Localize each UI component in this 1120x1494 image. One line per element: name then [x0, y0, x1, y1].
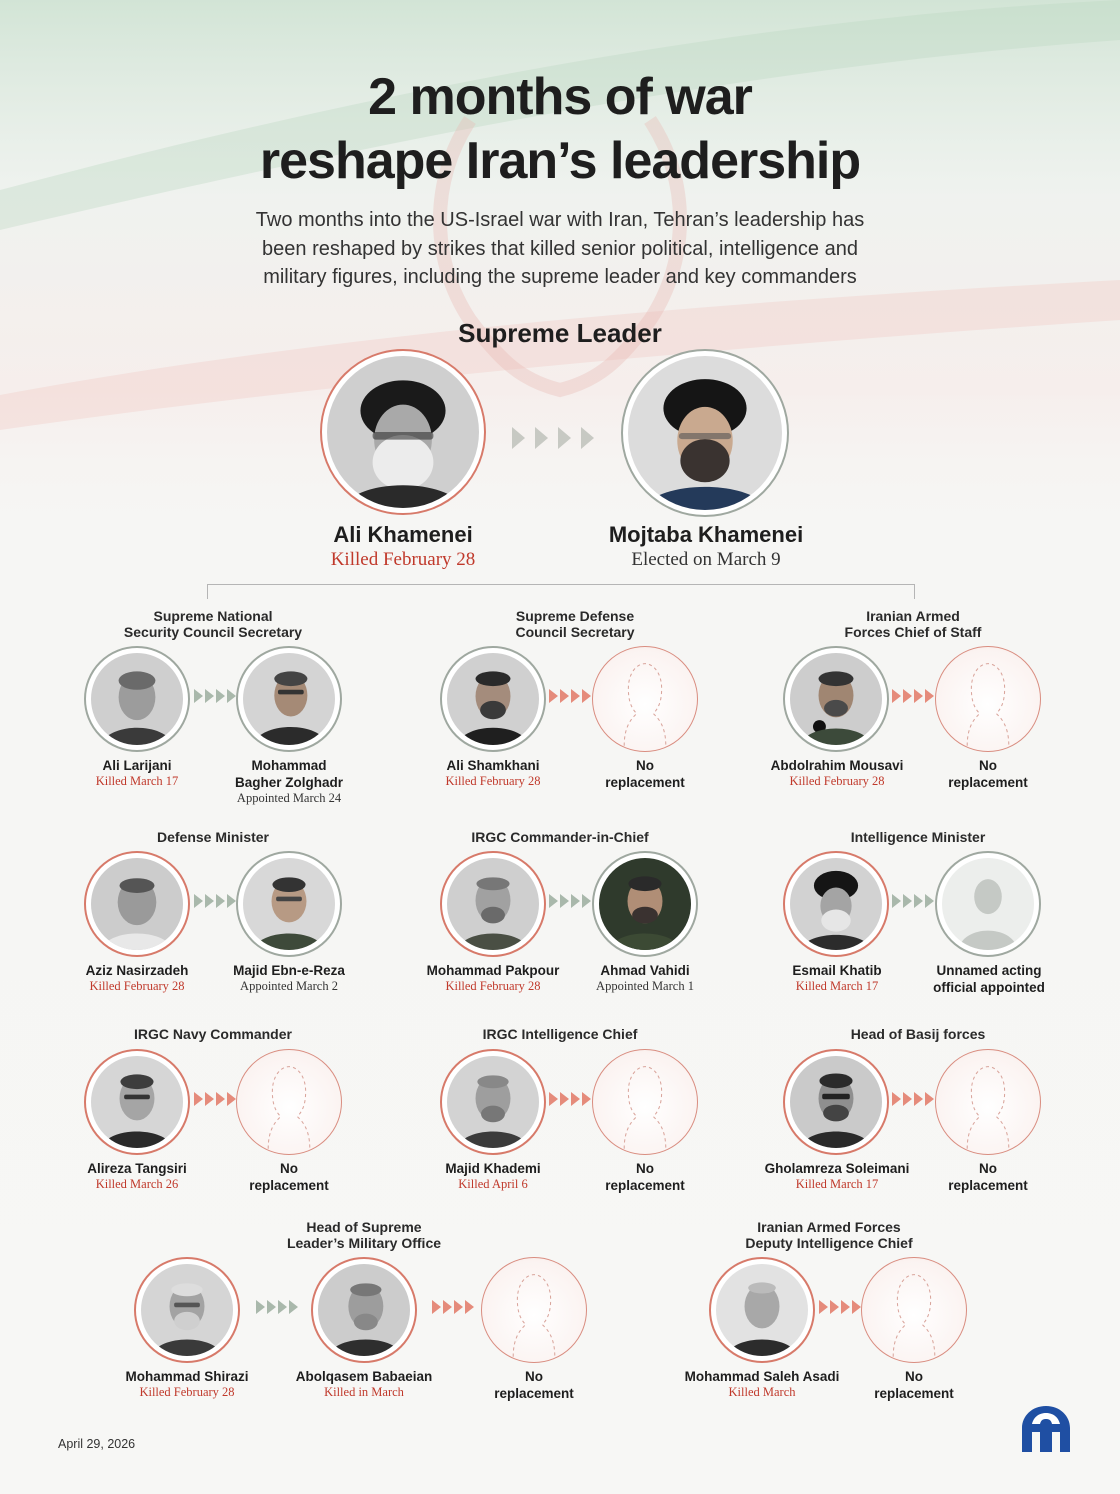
- unnamed-official-silhouette: [935, 851, 1041, 957]
- text-line: No: [979, 758, 997, 773]
- subtitle-line-1: Two months into the US-Israel war with Iran, Tehran’s leadership has: [255, 209, 865, 231]
- portrait-photo: [318, 1264, 410, 1356]
- person-zolghadr: [214, 757, 364, 806]
- person-name: Alireza Tangsiri: [87, 1161, 187, 1176]
- majid-khademi-portrait: [440, 1049, 546, 1155]
- person-status: Killed March 17: [795, 1177, 879, 1191]
- portrait-photo: [91, 858, 183, 950]
- ahmad-vahidi-portrait: [592, 851, 698, 957]
- mohammad-shirazi-portrait: [134, 1257, 240, 1363]
- person-status: Killed March: [728, 1385, 796, 1399]
- role-line: Security Council Secretary: [123, 624, 303, 640]
- person-esmail-khatib: [760, 962, 914, 994]
- mohammad-saleh-asadi-portrait: [709, 1257, 815, 1363]
- role-title: [813, 608, 1013, 640]
- person-name: Ali Shamkhani: [446, 758, 540, 773]
- text-line: replacement: [605, 775, 685, 790]
- vacant-silhouette: [935, 646, 1041, 752]
- succession-arrows: [549, 1092, 591, 1106]
- person-name: Ahmad Vahidi: [600, 963, 690, 978]
- portrait-photo: [141, 1264, 233, 1356]
- no-replacement-label: [474, 1368, 594, 1402]
- text-line: No: [636, 758, 654, 773]
- succession-arrows: [512, 427, 602, 449]
- portrait-photo: [91, 653, 183, 745]
- role-line: Leader’s Military Office: [286, 1235, 442, 1251]
- vacant-silhouette: [592, 1049, 698, 1155]
- text-line: No: [525, 1369, 543, 1384]
- person-name: Majid Ebn-e-Reza: [233, 963, 345, 978]
- person-name: Mohammad Shirazi: [125, 1369, 249, 1384]
- portrait-photo: [243, 858, 335, 950]
- succession-arrows: [892, 894, 934, 908]
- person-name: Majid Khademi: [445, 1161, 541, 1176]
- person-ali-shamkhani: [419, 757, 567, 789]
- text-line: No: [905, 1369, 923, 1384]
- role-title: Intelligence Minister: [850, 829, 986, 845]
- person-status: Killed February 28: [789, 774, 885, 788]
- role-title: [264, 1219, 464, 1251]
- succession-arrows: [256, 1300, 298, 1314]
- portrait-photo: [942, 858, 1034, 950]
- gholamreza-soleimani-portrait: [783, 1049, 889, 1155]
- no-replacement-label: [585, 757, 705, 791]
- vacant-silhouette: [935, 1049, 1041, 1155]
- portrait-photo: [447, 1056, 539, 1148]
- role-line: Iranian Armed: [866, 608, 960, 624]
- person-ali-larijani: [66, 757, 208, 789]
- role-title: Head of Basij forces: [850, 1026, 986, 1042]
- no-replacement-label: [854, 1368, 974, 1402]
- person-status: Appointed March 1: [596, 979, 694, 993]
- portrait-photo: [716, 1264, 808, 1356]
- zolghadr-portrait: [236, 646, 342, 752]
- person-mohammad-saleh-asadi: [677, 1368, 847, 1400]
- ali-khamenei-status: Killed February 28: [330, 549, 476, 570]
- person-mohammad-shirazi: [107, 1368, 267, 1400]
- person-status: Appointed March 2: [240, 979, 338, 993]
- abdolrahim-mousavi-portrait: [783, 646, 889, 752]
- role-line: Supreme Defense: [515, 608, 635, 624]
- succession-arrows: [194, 1092, 236, 1106]
- role-line: Iranian Armed Forces: [757, 1219, 901, 1235]
- person-name: Mohammad Pakpour: [426, 963, 560, 978]
- unnamed-acting-label: [912, 962, 1066, 996]
- portrait-photo: [790, 858, 882, 950]
- text-line: replacement: [948, 775, 1028, 790]
- aa-logo-icon: [1018, 1404, 1074, 1454]
- page-title-line-1: 2 months of war: [368, 68, 752, 126]
- person-name: Abdolrahim Mousavi: [770, 758, 904, 773]
- person-name: Aziz Nasirzadeh: [85, 963, 189, 978]
- person-status: Appointed March 24: [236, 791, 342, 805]
- portrait-photo: [599, 858, 691, 950]
- role-line: Forces Chief of Staff: [844, 624, 982, 640]
- portrait-photo: [243, 653, 335, 745]
- portrait-photo: [447, 653, 539, 745]
- person-gholamreza-soleimani: [754, 1160, 920, 1192]
- text-line: No: [280, 1161, 298, 1176]
- hierarchy-bracket: [207, 584, 915, 599]
- ali-khamenei-portrait: [320, 349, 486, 515]
- mojtaba-khamenei-portrait: [621, 349, 789, 517]
- text-line: No: [979, 1161, 997, 1176]
- role-line: Supreme National: [153, 608, 273, 624]
- vacant-silhouette: [861, 1257, 967, 1363]
- succession-arrows: [819, 1300, 861, 1314]
- mojtaba-khamenei-status: Elected on March 9: [631, 549, 781, 570]
- role-title: [475, 608, 675, 640]
- role-line: Head of Supreme: [306, 1219, 422, 1235]
- person-abdolrahim-mousavi: [756, 757, 918, 789]
- ali-khamenei-name: Ali Khamenei: [333, 522, 473, 547]
- portrait-photo: [790, 653, 882, 745]
- alireza-tangsiri-portrait: [84, 1049, 190, 1155]
- role-title: [709, 1219, 949, 1251]
- succession-arrows: [549, 894, 591, 908]
- role-title: IRGC Intelligence Chief: [482, 1026, 638, 1042]
- text-line: replacement: [874, 1386, 954, 1401]
- person-name: Abolqasem Babaeian: [295, 1369, 433, 1384]
- portrait-photo: [790, 1056, 882, 1148]
- succession-arrows: [549, 689, 591, 703]
- no-replacement-label: [229, 1160, 349, 1194]
- person-status: Killed March 17: [95, 774, 179, 788]
- person-status: Killed February 28: [139, 1385, 235, 1399]
- role-line: Deputy Intelligence Chief: [745, 1235, 913, 1251]
- vacant-silhouette: [592, 646, 698, 752]
- person-aziz-nasirzadeh: [62, 962, 212, 994]
- person-status: Killed February 28: [89, 979, 185, 993]
- person-name: Mohammad Saleh Asadi: [684, 1369, 840, 1384]
- succession-arrows: [432, 1300, 474, 1314]
- person-name: Gholamreza Soleimani: [764, 1161, 910, 1176]
- portrait-photo: [327, 356, 479, 508]
- ali-shamkhani-portrait: [440, 646, 546, 752]
- majid-ebn-e-reza-portrait: [236, 851, 342, 957]
- abolqasem-babaeian-portrait: [311, 1257, 417, 1363]
- subtitle-line-2: been reshaped by strikes that killed senior political, intelligence and: [262, 237, 858, 260]
- person-mohammad-pakpour: [418, 962, 568, 994]
- text-line: replacement: [605, 1178, 685, 1193]
- person-status: Killed March 26: [95, 1177, 179, 1191]
- role-title: [113, 608, 313, 640]
- text-line: replacement: [249, 1178, 329, 1193]
- portrait-photo: [91, 1056, 183, 1148]
- text-line: No: [636, 1161, 654, 1176]
- portrait-photo: [628, 356, 782, 510]
- person-status: Killed April 6: [458, 1177, 528, 1191]
- page-title-line-2: reshape Iran’s leadership: [259, 132, 861, 190]
- person-status: Killed in March: [324, 1385, 404, 1399]
- person-alireza-tangsiri: [62, 1160, 212, 1192]
- role-title: Defense Minister: [156, 829, 270, 845]
- person-name: Bagher Zolghadr: [234, 775, 343, 790]
- role-line: Council Secretary: [515, 624, 635, 640]
- person-status: Killed March 17: [795, 979, 879, 993]
- vacant-silhouette: [236, 1049, 342, 1155]
- person-majid-ebn-e-reza: [214, 962, 364, 994]
- person-name: Mohammad: [251, 758, 327, 773]
- publication-date: April 29, 2026: [58, 1437, 136, 1451]
- subtitle: [160, 206, 960, 292]
- aziz-nasirzadeh-portrait: [84, 851, 190, 957]
- ali-larijani-portrait: [84, 646, 190, 752]
- person-ahmad-vahidi: [570, 962, 720, 994]
- esmail-khatib-portrait: [783, 851, 889, 957]
- mojtaba-khamenei-name: Mojtaba Khamenei: [608, 522, 804, 547]
- person-name: Esmail Khatib: [792, 963, 882, 978]
- succession-arrows: [892, 1092, 934, 1106]
- person-status: Killed February 28: [445, 979, 541, 993]
- mohammad-pakpour-portrait: [440, 851, 546, 957]
- text-line: replacement: [494, 1386, 574, 1401]
- text-line: official appointed: [933, 980, 1045, 995]
- person-majid-khademi: [418, 1160, 568, 1192]
- text-line: Unnamed acting: [936, 963, 1042, 978]
- vacant-silhouette: [481, 1257, 587, 1363]
- person-abolqasem-babaeian: [284, 1368, 444, 1400]
- succession-arrows: [194, 689, 236, 703]
- portrait-photo: [447, 858, 539, 950]
- no-replacement-label: [928, 757, 1048, 791]
- text-line: replacement: [948, 1178, 1028, 1193]
- no-replacement-label: [585, 1160, 705, 1194]
- succession-arrows: [892, 689, 934, 703]
- role-title: IRGC Navy Commander: [134, 1026, 292, 1042]
- person-status: Killed February 28: [445, 774, 541, 788]
- person-name: Ali Larijani: [102, 758, 172, 773]
- no-replacement-label: [928, 1160, 1048, 1194]
- role-title: IRGC Commander-in-Chief: [471, 829, 649, 845]
- supreme-leader-heading: Supreme Leader: [458, 318, 662, 348]
- succession-arrows: [194, 894, 236, 908]
- subtitle-line-3: military figures, including the supreme leader and key commanders: [263, 266, 857, 288]
